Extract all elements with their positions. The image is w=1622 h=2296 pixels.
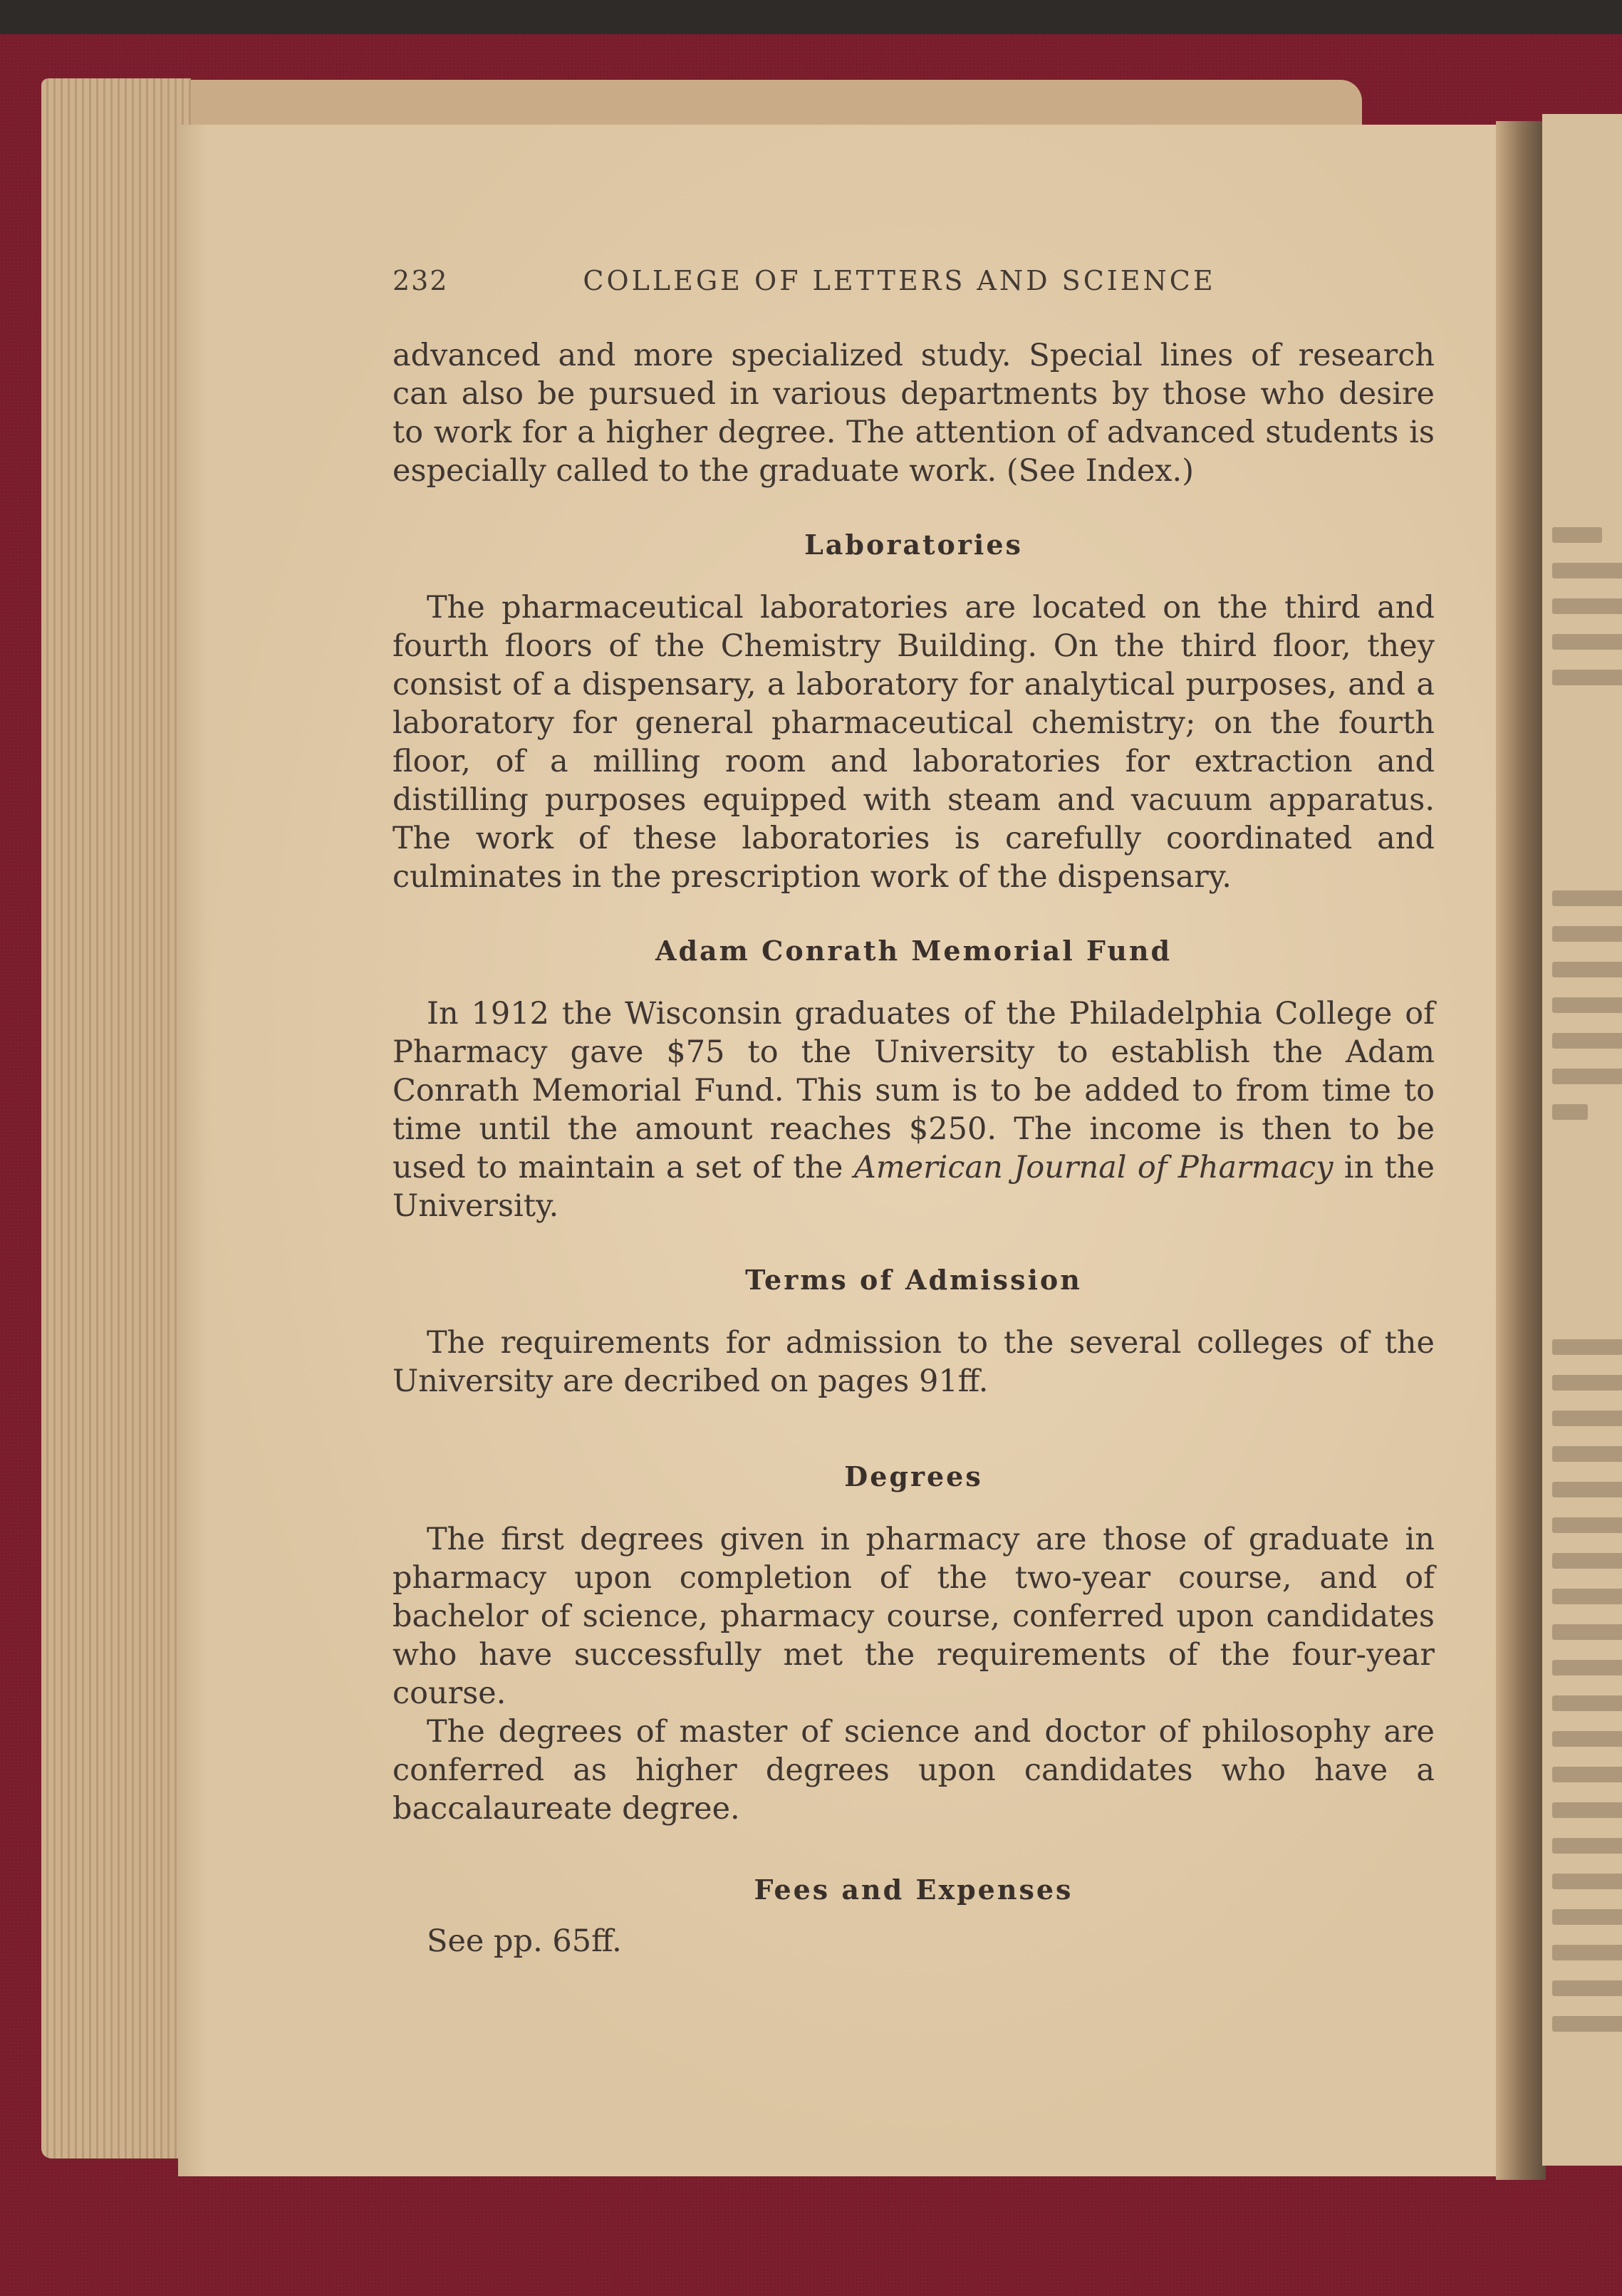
- book-gutter: [1496, 121, 1546, 2180]
- degrees-paragraph-1: The first degrees given in pharmacy are those of graduate in pharmacy upon completion of the two-year course, and of bachelor of science, pharmacy course, conferred upon candidates who have successfully met the requirements of the four-year course.: [392, 1522, 1435, 1711]
- degrees-paragraph-2: The degrees of master of science and doctor of philosophy are conferred as higher degrees upon candidates who have a baccalaureate degree.: [392, 1714, 1435, 1827]
- conrath-fund-heading: Adam Conrath Memorial Fund: [655, 935, 1173, 967]
- fees-heading: Fees and Expenses: [754, 1874, 1073, 1906]
- page-header: [392, 265, 1435, 301]
- fees-paragraph: See pp. 65ff.: [427, 1923, 622, 1959]
- facing-page-edge: [1542, 114, 1622, 2166]
- conrath-fund-text-2: in the University.: [392, 1150, 1435, 1224]
- journal-title: American Journal of Pharmacy: [853, 1150, 1334, 1185]
- page-number: 232: [392, 265, 449, 296]
- admission-heading: Terms of Admission: [745, 1264, 1082, 1296]
- page-stack-edge: [41, 78, 191, 2159]
- admission-paragraph: The requirements for admission to the several colleges of the University are decribed on pages 91ff.: [392, 1325, 1435, 1399]
- degrees-heading: Degrees: [844, 1460, 983, 1492]
- laboratories-paragraph: The pharmaceutical laboratories are located on the third and fourth floors of the Chemistry Building. On the third floor, they consist of a dispensary, a laboratory for analytical purposes, and a laboratory for general pharmaceutical chemistry; on the fourth floor, of a milling room and laboratories for extraction and distilling purposes equipped with steam and vacuum apparatus. The work of these laboratories is carefully coordinated and culminates in the prescription work of the dispensary.: [392, 590, 1435, 895]
- conrath-fund-text-1: In 1912 the Wisconsin graduates of the Philadelphia College of Pharmacy gave $75 to the University to establish the Adam Conrath Memorial Fund. This sum is to be added to from time to time until the amount reaches $250. The income is then to be used to maintain a set of the: [392, 996, 1435, 1185]
- conrath-fund-paragraph: [392, 994, 1435, 1225]
- intro-paragraph: advanced and more specialized study. Special lines of research can also be pursued in various departments by those who desire to work for a higher degree. The attention of advanced students is especially called to the graduate work. (See Index.): [392, 338, 1435, 489]
- laboratories-heading: Laboratories: [804, 529, 1023, 561]
- page-stack-top-edge: [44, 80, 1362, 130]
- running-head: COLLEGE OF LETTERS AND SCIENCE: [583, 265, 1216, 296]
- page-body: [392, 336, 1435, 1960]
